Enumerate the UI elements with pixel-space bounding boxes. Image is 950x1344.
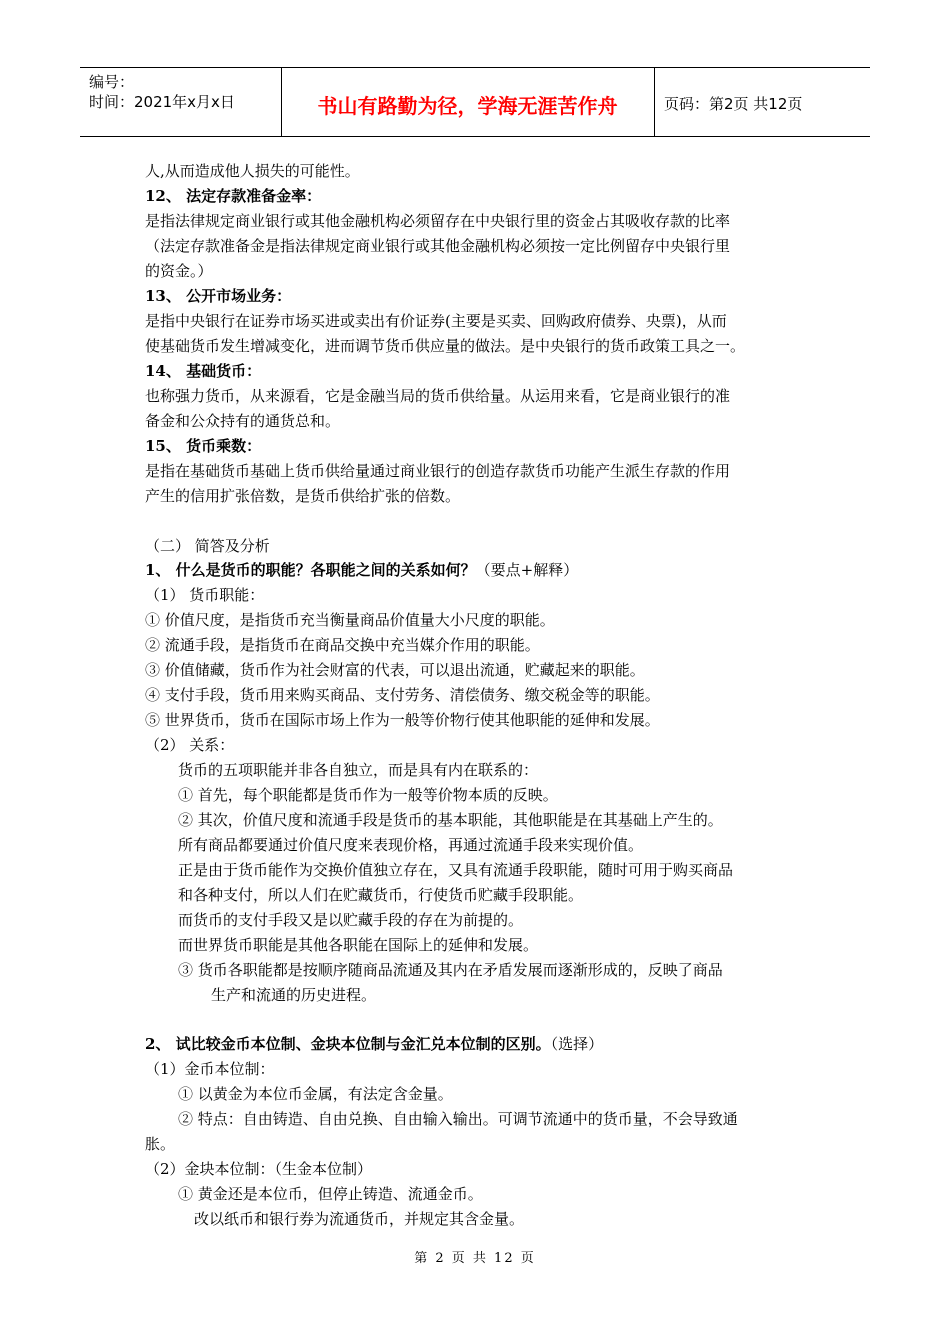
list-item: ① 黄金还是本位币，但停止铸造、流通金币。: [178, 1185, 483, 1203]
body-line: 是指法律规定商业银行或其他金融机构必须留存在中央银行里的资金占其吸收存款的比率: [145, 212, 731, 230]
list-item: ① 首先，每个职能都是货币作为一般等价物本质的反映。: [178, 786, 558, 804]
header-date-label: 时间：2021年x月x日: [89, 93, 235, 111]
header-page-label: 页码：第2页 共12页: [664, 95, 803, 113]
body-line: 产生的信用扩张倍数，是货币供给扩张的倍数。: [145, 487, 461, 505]
subheading: （2）金块本位制：（生金本位制）: [145, 1160, 373, 1178]
body-line: 货币的五项职能并非各自独立，而是具有内在联系的：: [178, 761, 539, 779]
body-line: 胀。: [145, 1135, 176, 1153]
list-item: ① 以黄金为本位币金属，有法定含金量。: [178, 1085, 453, 1103]
list-item: ② 特点：自由铸造、自由兑换、自由输入输出。可调节流通中的货币量，不会导致通: [178, 1110, 738, 1128]
list-item: ⑤ 世界货币，货币在国际市场上作为一般等价物行使其他职能的延伸和发展。: [145, 711, 660, 729]
question-1-note: （要点+解释）: [475, 561, 579, 579]
page-footer: 第 2 页 共 12 页: [414, 1251, 536, 1266]
subheading: （1）金币本位制：: [145, 1060, 275, 1078]
question-1-title: 1、 什么是货币的职能？各职能之间的关系如何？: [145, 561, 476, 579]
body-line: 的资金。）: [145, 262, 213, 280]
body-line: 和各种支付，所以人们在贮藏货币，行使货币贮藏手段职能。: [178, 886, 584, 904]
body-line: 也称强力货币，从来源看，它是金融当局的货币供给量。从运用来看，它是商业银行的准: [145, 387, 731, 405]
header-number-label: 编号：: [89, 73, 135, 91]
body-line: 使基础货币发生增减变化，进而调节货币供应量的做法。是中央银行的货币政策工具之一。: [145, 337, 746, 355]
body-line: （法定存款准备金是指法律规定商业银行或其他金融机构必须按一定比例留存中央银行里: [145, 237, 731, 255]
body-line: 备金和公众持有的通货总和。: [145, 412, 341, 430]
body-line: 改以纸币和银行券为流通货币，并规定其含金量。: [194, 1210, 525, 1228]
body-line: 是指在基础货币基础上货币供给量通过商业银行的创造存款货币功能产生派生存款的作用: [145, 462, 731, 480]
body-line: 正是由于货币能作为交换价值独立存在，又具有流通手段职能，随时可用于购买商品: [178, 861, 734, 879]
document-header: [80, 67, 870, 137]
body-line: 生产和流通的历史进程。: [211, 986, 377, 1004]
subheading: （2） 关系：: [145, 736, 235, 754]
term-heading: 15、 货币乘数：: [145, 437, 262, 455]
list-item: ③ 货币各职能都是按顺序随商品流通及其内在矛盾发展而逐渐形成的，反映了商品: [178, 961, 723, 979]
list-item: ③ 价值储藏，货币作为社会财富的代表，可以退出流通，贮藏起来的职能。: [145, 661, 645, 679]
subheading: （1） 货币职能：: [145, 586, 265, 604]
header-meta: [89, 72, 235, 112]
section-heading: （二） 简答及分析: [145, 537, 270, 555]
body-line: 是指中央银行在证券市场买进或卖出有价证券(主要是买卖、回购政府债券、央票)，从而: [145, 312, 727, 330]
term-heading: 14、 基础货币：: [145, 362, 262, 380]
body-line: 而世界货币职能是其他各职能在国际上的延伸和发展。: [178, 936, 539, 954]
question-2-note: （选择）: [550, 1035, 604, 1053]
header-divider: [654, 68, 655, 136]
list-item: ④ 支付手段，货币用来购买商品、支付劳务、清偿债务、缴交税金等的职能。: [145, 686, 660, 704]
body-line: 而货币的支付手段又是以贮藏手段的存在为前提的。: [178, 911, 524, 929]
term-heading: 12、 法定存款准备金率：: [145, 187, 322, 205]
term-heading: 13、 公开市场业务：: [145, 287, 292, 305]
list-item: ② 流通手段，是指货币在商品交换中充当媒介作用的职能。: [145, 636, 540, 654]
list-item: ① 价值尺度，是指货币充当衡量商品价值量大小尺度的职能。: [145, 611, 555, 629]
question-2-title: 2、 试比较金币本位制、金块本位制与金汇兑本位制的区别。: [145, 1035, 551, 1053]
body-line: 人,从而造成他人损失的可能性。: [145, 162, 360, 180]
header-motto: 书山有路勤为径，学海无涯苦作舟: [317, 94, 618, 118]
body-line: 所有商品都要通过价值尺度来表现价格，再通过流通手段来实现价值。: [178, 836, 644, 854]
question-2: [145, 1034, 603, 1054]
question-1: [145, 560, 578, 580]
list-item: ② 其次，价值尺度和流通手段是货币的基本职能，其他职能是在其基础上产生的。: [178, 811, 723, 829]
